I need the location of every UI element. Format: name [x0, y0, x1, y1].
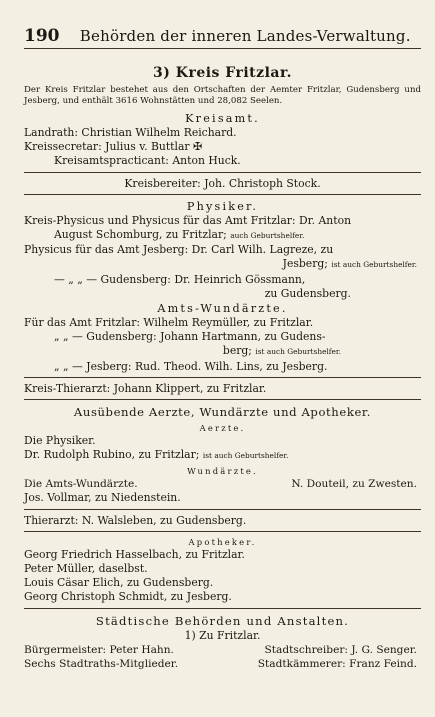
physiker-line-2-note: auch Geburtshelfer.	[230, 231, 305, 241]
stadtkaemmerer: Stadtkämmerer: Franz Feind.	[257, 657, 417, 670]
staedtische-subheading: 1) Zu Fritzlar.	[184, 628, 261, 642]
page-number: 190	[24, 26, 60, 46]
wundarzte-line-2: „ „ — Gudensberg: Johann Hartmann, zu Gudens-	[54, 330, 326, 344]
physiker-heading: Physiker.	[186, 199, 259, 213]
wund-line-1	[24, 477, 421, 491]
wund-line-1-left: Die Amts-Wundärzte.	[24, 478, 138, 491]
wundarzte-line-3-text: berg;	[222, 344, 252, 358]
page-header	[24, 26, 421, 49]
physiker-line-2	[24, 228, 421, 243]
buergermeister: Bürgermeister: Peter Hahn.	[24, 643, 174, 656]
physiker-line-6: zu Gudensberg.	[264, 286, 351, 300]
wundarzte-line-4: „ „ — Jesberg: Rud. Theod. Wilh. Lins, zu Jesberg.	[54, 359, 328, 373]
physiker-line-2-text: August Schomburg, zu Fritzlar;	[54, 228, 227, 242]
aerzte-line-2	[24, 448, 421, 463]
apotheker-heading: Apotheker.	[188, 536, 257, 547]
staedtische-heading: Städtische Behörden und Anstalten.	[95, 613, 350, 628]
physiker-line-3: Physicus für das Amt Jesberg: Dr. Carl Wilh. Lagreze, zu	[24, 243, 334, 257]
staedtische-line-2	[24, 657, 421, 671]
physiker-line-1: Kreis-Physicus und Physicus für das Amt Fritzlar: Dr. Anton	[24, 213, 352, 227]
divider	[24, 531, 421, 532]
kreisamt-heading: Kreisamt.	[185, 112, 260, 125]
wund-line-2: Jos. Vollmar, zu Niedenstein.	[24, 491, 181, 505]
divider	[24, 172, 421, 173]
wundarzte-heading: Amts-Wundärzte.	[157, 302, 288, 316]
apotheker-item: Georg Christoph Schmidt, zu Jesberg.	[24, 590, 232, 604]
kreis-thierarzt-line: Kreis-Thierarzt: Johann Klippert, zu Fritzlar.	[24, 381, 267, 395]
divider	[24, 608, 421, 609]
stadtschreiber: Stadtschreiber: J. G. Senger.	[264, 643, 417, 656]
aerzte-heading: Aerzte.	[199, 423, 246, 434]
divider	[24, 377, 421, 378]
apotheker-item: Louis Cäsar Elich, zu Gudensberg.	[24, 576, 214, 590]
apotheker-item: Peter Müller, daselbst.	[24, 562, 148, 576]
practicant-line: Kreisamtspracticant: Anton Huck.	[54, 154, 241, 168]
divider	[24, 399, 421, 400]
wundaerzte-heading: Wundärzte.	[187, 466, 258, 477]
divider	[24, 509, 421, 510]
wundarzte-line-3-note: ist auch Geburtshelfer.	[255, 347, 341, 357]
physiker-line-4-note: ist auch Geburtshelfer.	[331, 260, 417, 270]
physiker-line-4	[24, 257, 421, 272]
physiker-line-4-text: Jesberg;	[282, 257, 328, 271]
apotheker-item: Georg Friedrich Hasselbach, zu Fritzlar.	[24, 547, 245, 561]
aerzte-line-2-note: ist auch Geburtshelfer.	[202, 451, 289, 461]
divider	[24, 194, 421, 195]
intro-paragraph: Der Kreis Fritzlar bestehet aus den Ortschaften der Aemter Fritzlar, Gudensberg und Jesberg, und enthält 3616 Wohnstätten und 28,082 Seelen.	[24, 85, 421, 106]
secretar-line: Kreissecretar: Julius v. Buttlar ✠	[24, 140, 203, 154]
wundarzte-line-3	[24, 344, 421, 359]
running-title: Behörden der inneren Landes-Verwaltung.	[79, 27, 411, 45]
staedtische-line-1	[24, 643, 421, 657]
landrath-line: Landrath: Christian Wilhelm Reichard.	[24, 126, 237, 139]
bereiter-line: Kreisbereiter: Joh. Christoph Stock.	[124, 176, 321, 190]
aerzte-line-2-text: Dr. Rudolph Rubino, zu Fritzlar;	[24, 448, 200, 462]
wundarzte-line-1: Für das Amt Fritzlar: Wilhelm Reymüller, zu Fritzlar.	[24, 316, 314, 330]
wund-line-1-right: N. Douteil, zu Zwesten.	[291, 478, 417, 491]
thierarzt-line: Thierarzt: N. Walsleben, zu Gudensberg.	[24, 513, 247, 527]
ausuebende-heading: Ausübende Aerzte, Wundärzte und Apotheker.	[73, 405, 372, 420]
aerzte-line-1: Die Physiker.	[24, 434, 96, 448]
physiker-line-5: — „ „ — Gudensberg: Dr. Heinrich Gössmann,	[54, 272, 306, 286]
stadtraths-mitglieder: Sechs Stadtraths-Mitglieder.	[24, 657, 179, 670]
section-title: 3) Kreis Fritzlar.	[153, 65, 292, 81]
